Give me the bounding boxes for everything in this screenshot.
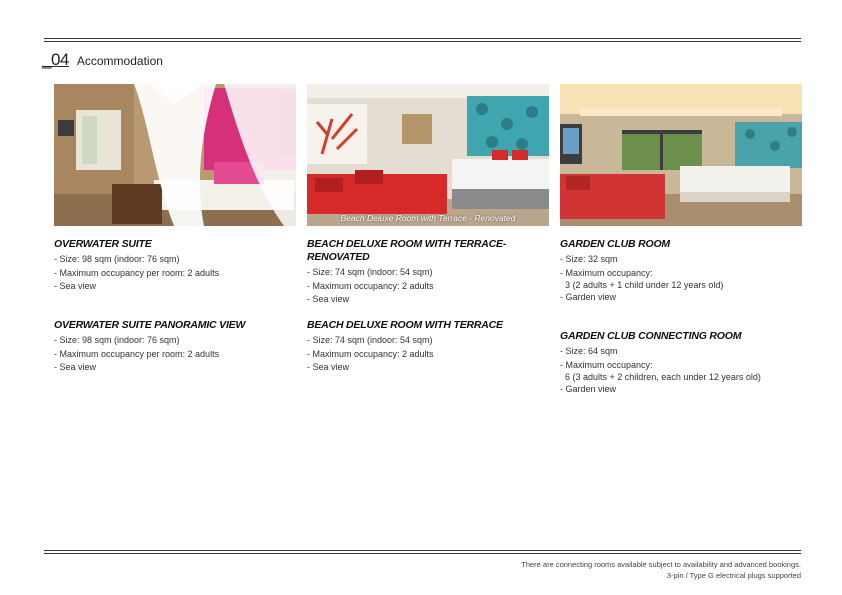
room-title-line1: BEACH DELUXE ROOM WITH TERRACE- (307, 238, 507, 250)
room-title: GARDEN CLUB ROOM (560, 238, 670, 250)
room-occupancy: - Maximum occupancy: (560, 359, 653, 370)
room-size: - Size: 74 sqm (indoor: 54 sqm) (307, 335, 433, 345)
room-title: BEACH DELUXE ROOM WITH TERRACE (307, 319, 503, 331)
room-size: - Size: 98 sqm (indoor: 76 sqm) (54, 335, 180, 345)
bottom-rule-1 (44, 550, 801, 551)
section-heading (42, 50, 163, 70)
room-view: - Garden view (560, 384, 617, 394)
room-size: - Size: 32 sqm (560, 254, 618, 264)
room-view: - Sea view (54, 281, 97, 291)
room-occupancy: - Maximum occupancy per room: 2 adults (54, 348, 220, 359)
room-garden-club (560, 238, 800, 305)
room-view: - Sea view (307, 362, 350, 372)
room-occupancy-detail: 6 (3 adults + 2 children, each under 12 years old) (565, 372, 761, 382)
garden-club-photo (560, 84, 802, 226)
room-title: GARDEN CLUB CONNECTING ROOM (560, 330, 742, 342)
room-title-line2: RENOVATED (307, 251, 370, 263)
room-occupancy: - Maximum occupancy: 2 adults (307, 348, 434, 359)
beach-deluxe-photo (307, 84, 549, 226)
footnote-connecting-rooms: There are connecting rooms available subject to availability and advanced bookings. (521, 560, 801, 569)
room-size: - Size: 74 sqm (indoor: 54 sqm) (307, 267, 433, 277)
room-size: - Size: 98 sqm (indoor: 76 sqm) (54, 254, 180, 264)
room-title (307, 238, 547, 264)
room-occupancy-detail: 3 (2 adults + 1 child under 12 years old) (565, 280, 724, 290)
room-beach-deluxe-renovated (307, 238, 547, 307)
room-view: - Sea view (307, 294, 350, 304)
room-title: OVERWATER SUITE PANORAMIC VIEW (54, 319, 246, 331)
room-view: - Garden view (560, 292, 617, 302)
room-title: OVERWATER SUITE (54, 238, 152, 250)
footnote-plugs: 3-pin / Type G electrical plugs supported (666, 571, 801, 580)
section-number: _04 (42, 50, 69, 69)
room-occupancy: - Maximum occupancy: (560, 267, 653, 278)
room-beach-deluxe (307, 319, 547, 375)
room-occupancy: - Maximum occupancy: 2 adults (307, 280, 434, 291)
top-rule-2 (44, 41, 801, 42)
overwater-suite-photo (54, 84, 296, 226)
room-occupancy: - Maximum occupancy per room: 2 adults (54, 267, 220, 278)
room-view: - Sea view (54, 362, 97, 372)
beach-deluxe-caption: Beach Deluxe Room with Terrace - Renovated (340, 213, 516, 223)
top-rule-1 (44, 38, 801, 39)
room-size: - Size: 64 sqm (560, 346, 618, 356)
bottom-rule-2 (44, 553, 801, 554)
room-garden-club-connecting (560, 330, 800, 397)
room-overwater-suite-panoramic (54, 319, 294, 375)
room-overwater-suite (54, 238, 294, 294)
section-title: Accommodation (76, 54, 163, 68)
